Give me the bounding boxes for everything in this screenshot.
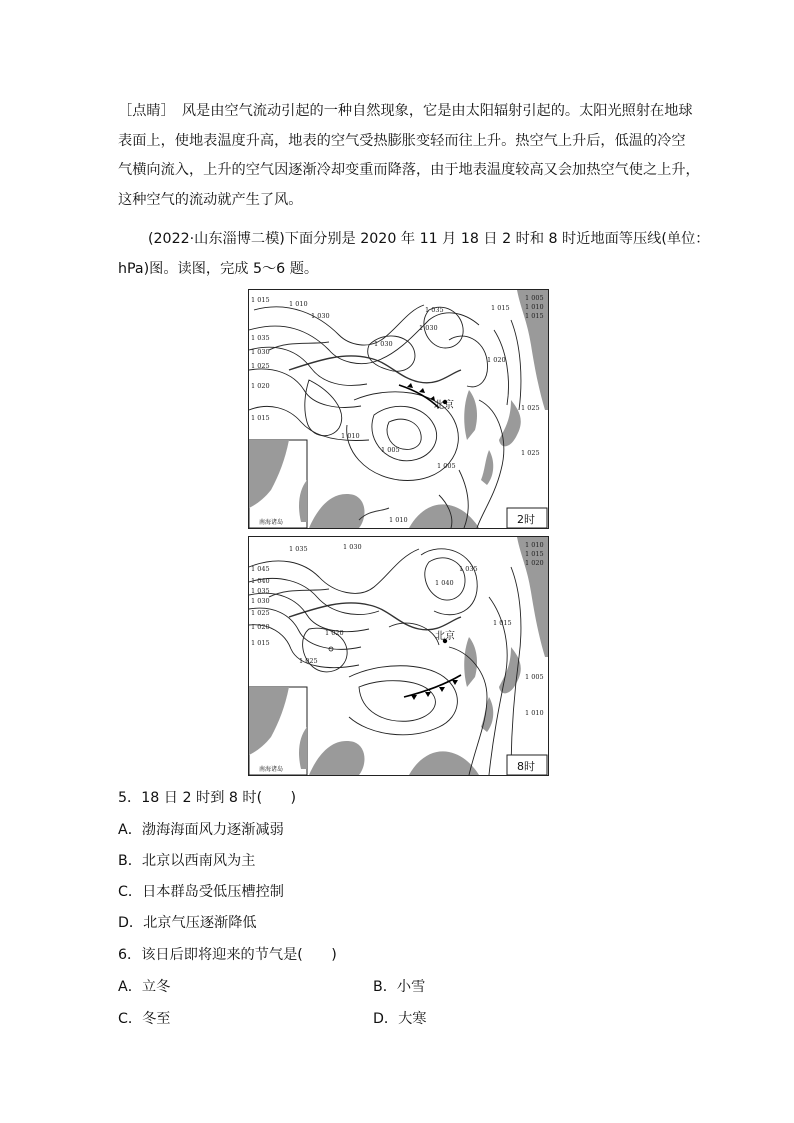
isobar-label: 1 025: [521, 449, 540, 457]
isobar-label: 1 015: [251, 639, 270, 647]
isobar-label: 1 025: [521, 404, 540, 412]
isobar-label: 1 040: [435, 579, 454, 587]
isobar-map-2h: [248, 289, 549, 529]
isobar-label: 1 035: [251, 334, 270, 342]
isobar-label: 1 015: [491, 304, 510, 312]
question-5-option-c[interactable]: C．日本群岛受低压槽控制: [118, 884, 284, 900]
isobar-label: 1 025: [251, 609, 270, 617]
question-6-option-b[interactable]: B．小雪: [373, 979, 426, 995]
isobar-label: 1 005: [437, 462, 456, 470]
isobar-label: 1 030: [419, 324, 438, 332]
question-6-stem: 6．该日后即将迎来的节气是( ): [118, 947, 337, 963]
isobar-map-2h-drawing: [249, 290, 548, 528]
isobar-label: 1 045: [251, 565, 270, 573]
inset-label: 南海诸岛: [259, 519, 284, 526]
isobar-label: 1 040: [251, 577, 270, 585]
isobar-label: 1 010: [525, 303, 544, 311]
isobar-label: 1 025: [299, 657, 318, 665]
isobar-label: 1 030: [343, 543, 362, 551]
time-label: 2时: [517, 513, 535, 526]
isobar-label: 1 030: [311, 312, 330, 320]
isobar-map-8h: [248, 536, 549, 776]
isobar-label: 1 010: [341, 432, 360, 440]
inset-label: 南海诸岛: [259, 766, 284, 773]
isobar-label: 1 020: [251, 382, 270, 390]
intro-line: 这种空气的流动就产生了风。: [118, 191, 303, 208]
isobar-label: 1 015: [525, 312, 544, 320]
question-5-option-a[interactable]: A．渤海海面风力逐渐减弱: [118, 822, 284, 838]
question-6-option-d[interactable]: D．大寒: [373, 1011, 427, 1027]
isobar-label: 1 010: [525, 541, 544, 549]
question-5-option-d[interactable]: D．北京气压逐渐降低: [118, 915, 257, 931]
intro-line: 表面上，使地表温度升高，地表的空气受热膨胀变轻而往上升。热空气上升后，低温的冷空: [118, 132, 686, 149]
question-5-stem: 5．18 日 2 时到 8 时( ): [118, 790, 297, 806]
isobar-label: 1 030: [374, 340, 393, 348]
isobar-label: 1 005: [381, 446, 400, 454]
isobar-label: 1 010: [389, 516, 408, 524]
isobar-label: 1 005: [525, 673, 544, 681]
intro-line: ［点睛］ 风是由空气流动引起的一种自然现象，它是由太阳辐射引起的。太阳光照射在地球: [118, 103, 693, 119]
isobar-label: 1 015: [493, 619, 512, 627]
isobar-label: 1 015: [251, 414, 270, 422]
city-label: 北京: [434, 400, 454, 411]
source-line-1: (2022·山东淄博二模)下面分别是 2020 年 11 月 18 日 2 时和 8 时近地面等压线(单位：: [148, 231, 710, 247]
city-label: 北京: [435, 631, 455, 642]
time-label: 8时: [517, 760, 535, 773]
isobar-label: 1 010: [289, 300, 308, 308]
isobar-label: 1 035: [251, 587, 270, 595]
isobar-label: 1 030: [251, 348, 270, 356]
question-6-option-c[interactable]: C．冬至: [118, 1011, 171, 1027]
question-6-option-a[interactable]: A．立冬: [118, 979, 171, 995]
source-line-2: hPa)图。读图，完成 5～6 题。: [118, 261, 319, 277]
isobar-label: 1 010: [525, 709, 544, 717]
isobar-label: 1 020: [487, 356, 506, 364]
isobar-label: 1 035: [425, 306, 444, 314]
isobar-label: 1 030: [251, 597, 270, 605]
isobar-label: 1 035: [289, 545, 308, 553]
isobar-label: 1 035: [459, 565, 478, 573]
isobar-label: 1 020: [525, 559, 544, 567]
intro-paragraph: [118, 97, 700, 215]
isobar-map-8h-drawing: [249, 537, 548, 775]
isobar-label: 1 005: [525, 294, 544, 302]
isobar-label: 1 020: [251, 623, 270, 631]
question-5-option-b[interactable]: B．北京以西南风为主: [118, 853, 256, 869]
isobar-label: 1 015: [525, 550, 544, 558]
isobar-label: 1 025: [251, 362, 270, 370]
intro-line: 气横向流入，上升的空气因逐渐冷却变重而降落，由于地表温度较高又会加热空气使之上升，: [118, 162, 700, 178]
isobar-label: 1 020: [325, 629, 344, 637]
isobar-label: 1 015: [251, 296, 270, 304]
